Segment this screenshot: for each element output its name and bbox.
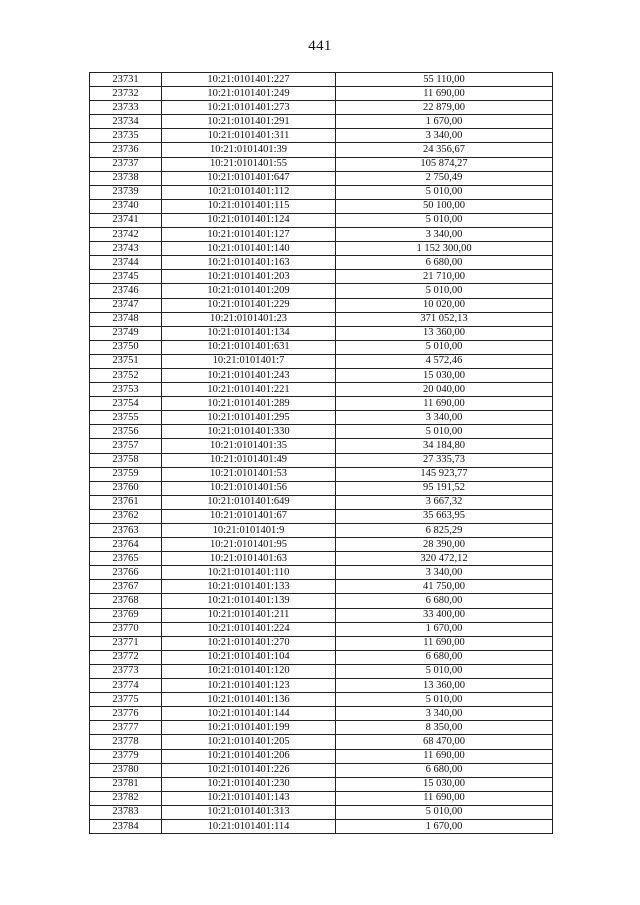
amount-cell: 20 040,00 (336, 383, 553, 397)
row-number-cell: 23765 (90, 552, 162, 566)
row-number-cell: 23743 (90, 242, 162, 256)
amount-cell: 5 010,00 (336, 805, 553, 819)
amount-cell: 11 690,00 (336, 397, 553, 411)
amount-cell: 5 010,00 (336, 693, 553, 707)
row-number-cell: 23775 (90, 693, 162, 707)
table-row (90, 213, 553, 227)
cadastral-number-cell: 10:21:0101401:104 (162, 650, 336, 664)
cadastral-number-cell: 10:21:0101401:134 (162, 326, 336, 340)
amount-cell: 11 690,00 (336, 636, 553, 650)
amount-cell: 4 572,46 (336, 354, 553, 368)
table-row (90, 185, 553, 199)
table-body (90, 73, 553, 834)
row-number-cell: 23756 (90, 425, 162, 439)
row-number-cell: 23774 (90, 679, 162, 693)
cadastral-number-cell: 10:21:0101401:227 (162, 73, 336, 87)
row-number-cell: 23734 (90, 115, 162, 129)
amount-cell: 6 825,29 (336, 524, 553, 538)
table-row (90, 777, 553, 791)
table-row (90, 326, 553, 340)
table-row (90, 199, 553, 213)
table-row (90, 495, 553, 509)
cadastral-number-cell: 10:21:0101401:124 (162, 213, 336, 227)
table-row (90, 87, 553, 101)
row-number-cell: 23770 (90, 622, 162, 636)
table-row (90, 157, 553, 171)
cadastral-number-cell: 10:21:0101401:209 (162, 284, 336, 298)
row-number-cell: 23762 (90, 509, 162, 523)
cadastral-number-cell: 10:21:0101401:136 (162, 693, 336, 707)
amount-cell: 320 472,12 (336, 552, 553, 566)
table-row (90, 636, 553, 650)
amount-cell: 5 010,00 (336, 284, 553, 298)
table-row (90, 791, 553, 805)
table-row (90, 101, 553, 115)
table-row (90, 819, 553, 833)
row-number-cell: 23737 (90, 157, 162, 171)
table-row (90, 171, 553, 185)
table-row (90, 735, 553, 749)
cadastral-number-cell: 10:21:0101401:205 (162, 735, 336, 749)
cadastral-number-cell: 10:21:0101401:330 (162, 425, 336, 439)
cadastral-number-cell: 10:21:0101401:115 (162, 199, 336, 213)
row-number-cell: 23744 (90, 256, 162, 270)
cadastral-number-cell: 10:21:0101401:199 (162, 721, 336, 735)
row-number-cell: 23741 (90, 213, 162, 227)
amount-cell: 5 010,00 (336, 340, 553, 354)
cadastral-number-cell: 10:21:0101401:55 (162, 157, 336, 171)
table-row (90, 566, 553, 580)
cadastral-number-cell: 10:21:0101401:313 (162, 805, 336, 819)
cadastral-number-cell: 10:21:0101401:39 (162, 143, 336, 157)
cadastral-number-cell: 10:21:0101401:114 (162, 819, 336, 833)
cadastral-number-cell: 10:21:0101401:23 (162, 312, 336, 326)
amount-cell: 1 670,00 (336, 819, 553, 833)
amount-cell: 95 191,52 (336, 481, 553, 495)
row-number-cell: 23732 (90, 87, 162, 101)
row-number-cell: 23757 (90, 439, 162, 453)
amount-cell: 5 010,00 (336, 185, 553, 199)
amount-cell: 3 340,00 (336, 566, 553, 580)
amount-cell: 35 663,95 (336, 509, 553, 523)
cadastral-number-cell: 10:21:0101401:249 (162, 87, 336, 101)
row-number-cell: 23746 (90, 284, 162, 298)
table-row (90, 552, 553, 566)
cadastral-number-cell: 10:21:0101401:243 (162, 368, 336, 382)
amount-cell: 50 100,00 (336, 199, 553, 213)
amount-cell: 33 400,00 (336, 608, 553, 622)
cadastral-number-cell: 10:21:0101401:163 (162, 256, 336, 270)
table-row (90, 228, 553, 242)
row-number-cell: 23731 (90, 73, 162, 87)
cadastral-number-cell: 10:21:0101401:7 (162, 354, 336, 368)
cadastral-number-cell: 10:21:0101401:95 (162, 538, 336, 552)
table-row (90, 594, 553, 608)
cadastral-number-cell: 10:21:0101401:139 (162, 594, 336, 608)
table-row (90, 467, 553, 481)
amount-cell: 22 879,00 (336, 101, 553, 115)
cadastral-number-cell: 10:21:0101401:203 (162, 270, 336, 284)
row-number-cell: 23779 (90, 749, 162, 763)
table-row (90, 749, 553, 763)
amount-cell: 2 750,49 (336, 171, 553, 185)
table-row (90, 397, 553, 411)
row-number-cell: 23752 (90, 368, 162, 382)
amount-cell: 1 670,00 (336, 115, 553, 129)
amount-cell: 24 356,67 (336, 143, 553, 157)
table-row (90, 368, 553, 382)
amount-cell: 13 360,00 (336, 679, 553, 693)
amount-cell: 3 340,00 (336, 707, 553, 721)
row-number-cell: 23778 (90, 735, 162, 749)
row-number-cell: 23736 (90, 143, 162, 157)
row-number-cell: 23740 (90, 199, 162, 213)
table-row (90, 298, 553, 312)
row-number-cell: 23753 (90, 383, 162, 397)
amount-cell: 41 750,00 (336, 580, 553, 594)
amount-cell: 15 030,00 (336, 777, 553, 791)
row-number-cell: 23742 (90, 228, 162, 242)
amount-cell: 6 680,00 (336, 256, 553, 270)
amount-cell: 28 390,00 (336, 538, 553, 552)
amount-cell: 68 470,00 (336, 735, 553, 749)
amount-cell: 1 670,00 (336, 622, 553, 636)
cadastral-number-cell: 10:21:0101401:49 (162, 453, 336, 467)
cadastral-number-cell: 10:21:0101401:289 (162, 397, 336, 411)
amount-cell: 6 680,00 (336, 763, 553, 777)
amount-cell: 5 010,00 (336, 425, 553, 439)
table-row (90, 284, 553, 298)
amount-cell: 27 335,73 (336, 453, 553, 467)
row-number-cell: 23759 (90, 467, 162, 481)
row-number-cell: 23763 (90, 524, 162, 538)
row-number-cell: 23758 (90, 453, 162, 467)
row-number-cell: 23751 (90, 354, 162, 368)
amount-cell: 11 690,00 (336, 749, 553, 763)
row-number-cell: 23767 (90, 580, 162, 594)
cadastral-number-cell: 10:21:0101401:273 (162, 101, 336, 115)
table-row (90, 509, 553, 523)
row-number-cell: 23769 (90, 608, 162, 622)
row-number-cell: 23777 (90, 721, 162, 735)
amount-cell: 21 710,00 (336, 270, 553, 284)
amount-cell: 11 690,00 (336, 87, 553, 101)
table-row (90, 425, 553, 439)
row-number-cell: 23749 (90, 326, 162, 340)
row-number-cell: 23764 (90, 538, 162, 552)
amount-cell: 3 340,00 (336, 411, 553, 425)
amount-cell: 15 030,00 (336, 368, 553, 382)
amount-cell: 8 350,00 (336, 721, 553, 735)
cadastral-number-cell: 10:21:0101401:211 (162, 608, 336, 622)
row-number-cell: 23781 (90, 777, 162, 791)
row-number-cell: 23761 (90, 495, 162, 509)
amount-cell: 6 680,00 (336, 650, 553, 664)
table-row (90, 622, 553, 636)
cadastral-number-cell: 10:21:0101401:270 (162, 636, 336, 650)
cadastral-number-cell: 10:21:0101401:224 (162, 622, 336, 636)
table-row (90, 805, 553, 819)
table-row (90, 650, 553, 664)
row-number-cell: 23772 (90, 650, 162, 664)
row-number-cell: 23784 (90, 819, 162, 833)
row-number-cell: 23750 (90, 340, 162, 354)
row-number-cell: 23748 (90, 312, 162, 326)
cadastral-number-cell: 10:21:0101401:311 (162, 129, 336, 143)
cadastral-number-cell: 10:21:0101401:221 (162, 383, 336, 397)
table-row (90, 383, 553, 397)
row-number-cell: 23768 (90, 594, 162, 608)
cadastral-number-cell: 10:21:0101401:226 (162, 763, 336, 777)
cadastral-number-cell: 10:21:0101401:649 (162, 495, 336, 509)
row-number-cell: 23760 (90, 481, 162, 495)
table-row (90, 763, 553, 777)
row-number-cell: 23735 (90, 129, 162, 143)
table-row (90, 580, 553, 594)
cadastral-number-cell: 10:21:0101401:631 (162, 340, 336, 354)
cadastral-number-cell: 10:21:0101401:295 (162, 411, 336, 425)
cadastral-number-cell: 10:21:0101401:143 (162, 791, 336, 805)
cadastral-number-cell: 10:21:0101401:53 (162, 467, 336, 481)
row-number-cell: 23745 (90, 270, 162, 284)
row-number-cell: 23738 (90, 171, 162, 185)
row-number-cell: 23747 (90, 298, 162, 312)
cadastral-number-cell: 10:21:0101401:67 (162, 509, 336, 523)
table-row (90, 608, 553, 622)
table-row (90, 73, 553, 87)
table-row (90, 524, 553, 538)
amount-cell: 1 152 300,00 (336, 242, 553, 256)
row-number-cell: 23773 (90, 664, 162, 678)
amount-cell: 371 052,13 (336, 312, 553, 326)
cadastral-number-cell: 10:21:0101401:63 (162, 552, 336, 566)
row-number-cell: 23766 (90, 566, 162, 580)
table-row (90, 679, 553, 693)
row-number-cell: 23776 (90, 707, 162, 721)
row-number-cell: 23755 (90, 411, 162, 425)
row-number-cell: 23783 (90, 805, 162, 819)
page-number: 441 (308, 38, 332, 54)
table-row (90, 693, 553, 707)
table-row (90, 242, 553, 256)
table-row (90, 270, 553, 284)
amount-cell: 13 360,00 (336, 326, 553, 340)
cadastral-number-cell: 10:21:0101401:35 (162, 439, 336, 453)
amount-cell: 3 667,32 (336, 495, 553, 509)
row-number-cell: 23739 (90, 185, 162, 199)
cadastral-number-cell: 10:21:0101401:291 (162, 115, 336, 129)
amount-cell: 55 110,00 (336, 73, 553, 87)
table-row (90, 340, 553, 354)
cadastral-number-cell: 10:21:0101401:140 (162, 242, 336, 256)
table-row (90, 354, 553, 368)
amount-cell: 10 020,00 (336, 298, 553, 312)
row-number-cell: 23782 (90, 791, 162, 805)
table-row (90, 538, 553, 552)
table-row (90, 707, 553, 721)
cadastral-number-cell: 10:21:0101401:144 (162, 707, 336, 721)
table-row (90, 143, 553, 157)
row-number-cell: 23780 (90, 763, 162, 777)
cadastral-number-cell: 10:21:0101401:123 (162, 679, 336, 693)
cadastral-number-cell: 10:21:0101401:206 (162, 749, 336, 763)
table-row (90, 664, 553, 678)
cadastral-number-cell: 10:21:0101401:127 (162, 228, 336, 242)
table-row (90, 453, 553, 467)
table-row (90, 115, 553, 129)
table-row (90, 312, 553, 326)
table-row (90, 481, 553, 495)
amount-cell: 145 923,77 (336, 467, 553, 481)
table-row (90, 129, 553, 143)
cadastral-number-cell: 10:21:0101401:110 (162, 566, 336, 580)
table-row (90, 411, 553, 425)
amount-cell: 6 680,00 (336, 594, 553, 608)
amount-cell: 5 010,00 (336, 664, 553, 678)
cadastral-number-cell: 10:21:0101401:112 (162, 185, 336, 199)
cadastral-number-cell: 10:21:0101401:133 (162, 580, 336, 594)
amount-cell: 34 184,80 (336, 439, 553, 453)
amount-cell: 11 690,00 (336, 791, 553, 805)
amount-cell: 3 340,00 (336, 129, 553, 143)
cadastral-number-cell: 10:21:0101401:56 (162, 481, 336, 495)
cadastral-number-cell: 10:21:0101401:230 (162, 777, 336, 791)
cadastral-number-cell: 10:21:0101401:647 (162, 171, 336, 185)
table-row (90, 256, 553, 270)
amount-cell: 105 874,27 (336, 157, 553, 171)
cadastral-number-cell: 10:21:0101401:229 (162, 298, 336, 312)
table-row (90, 721, 553, 735)
row-number-cell: 23733 (90, 101, 162, 115)
row-number-cell: 23754 (90, 397, 162, 411)
cadastral-value-table (89, 72, 553, 834)
cadastral-number-cell: 10:21:0101401:120 (162, 664, 336, 678)
row-number-cell: 23771 (90, 636, 162, 650)
amount-cell: 3 340,00 (336, 228, 553, 242)
table-row (90, 439, 553, 453)
amount-cell: 5 010,00 (336, 213, 553, 227)
cadastral-number-cell: 10:21:0101401:9 (162, 524, 336, 538)
